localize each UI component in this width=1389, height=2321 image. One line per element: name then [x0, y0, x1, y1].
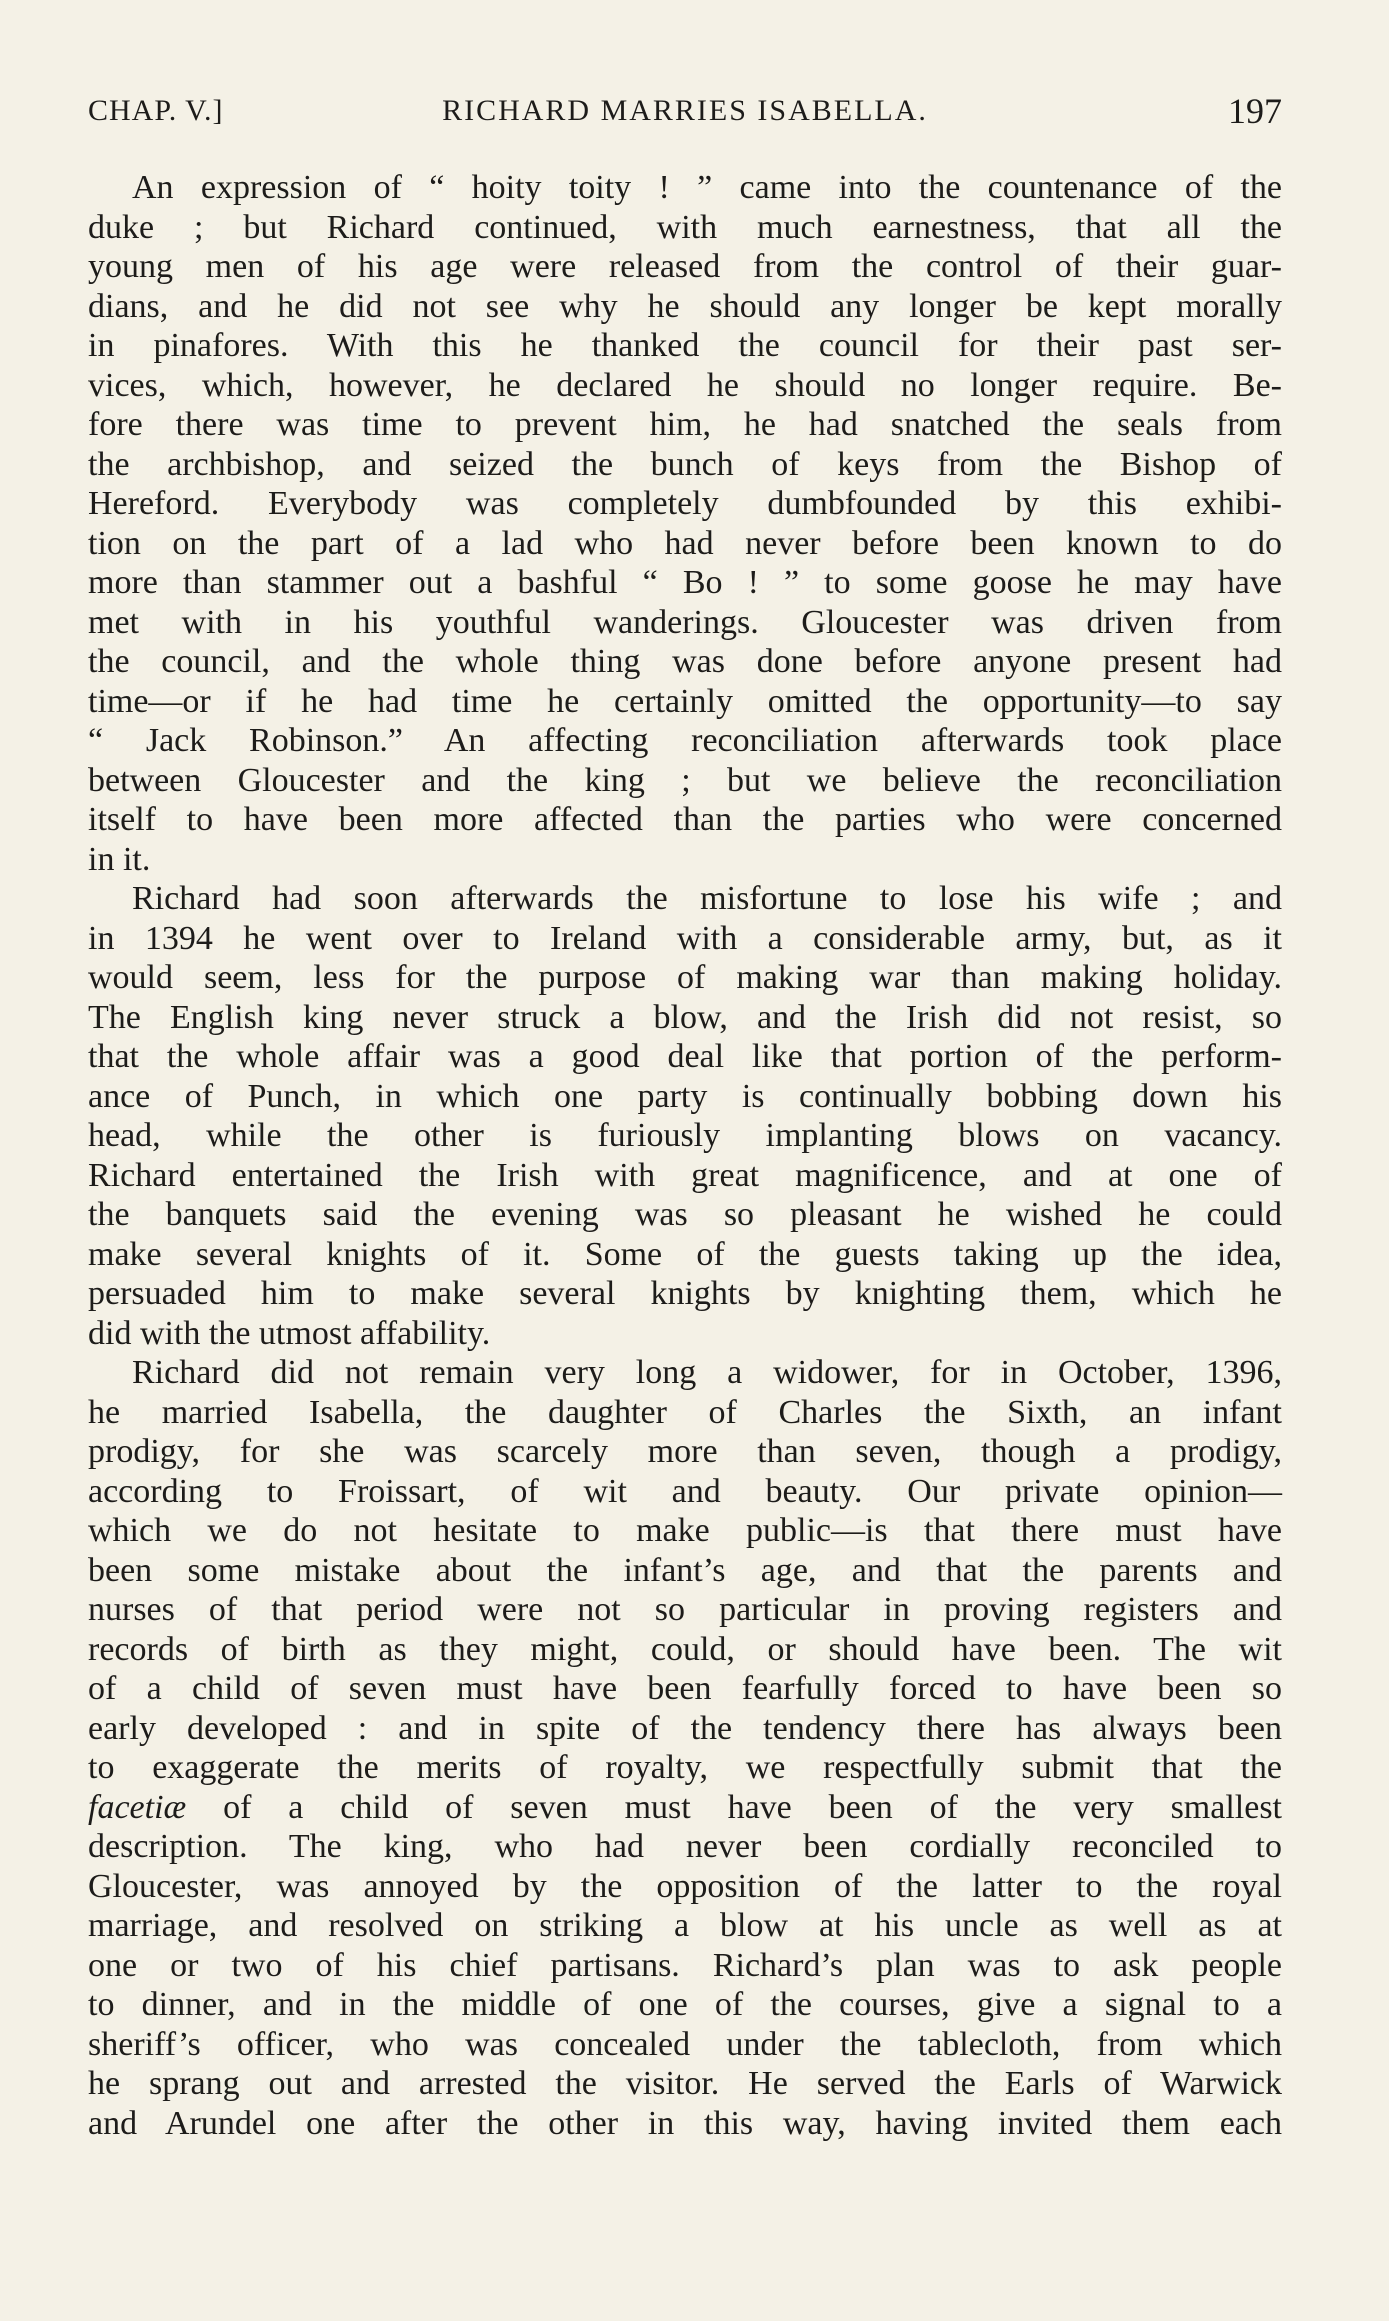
text-line: records of birth as they might, could, or should have been. The wit — [88, 1630, 1282, 1668]
chapter-label: CHAP. V.] — [88, 94, 224, 127]
text-line: marriage, and resolved on striking a blow at his uncle as well as at — [88, 1907, 1282, 1944]
text-line: description. The king, who had never been cordially reconciled to — [88, 1828, 1282, 1865]
text-line: sheriff’s officer, who was concealed under the tablecloth, from which — [88, 2025, 1282, 2063]
body-text — [88, 168, 1282, 2143]
text-line: he sprang out and arrested the visitor. He served the Earls of Warwick — [88, 2065, 1282, 2102]
text-line: “ Jack Robinson.” An affecting reconciliation afterwards took place — [88, 722, 1282, 759]
text-line: would seem, less for the purpose of making war than making holiday. — [88, 959, 1282, 996]
text-line: nurses of that period were not so particular in proving registers and — [88, 1591, 1282, 1628]
text-line: the council, and the whole thing was done before anyone present had — [88, 643, 1282, 680]
text-line: The English king never struck a blow, and the Irish did not resist, so — [88, 998, 1282, 1036]
text-line: An expression of “ hoity toity ! ” came into the countenance of the — [132, 169, 1282, 206]
text-line: in it. — [88, 840, 151, 878]
running-head — [88, 91, 1282, 144]
text-line: of a child of seven must have been fearfully forced to have been so — [88, 1670, 1282, 1707]
text-line: did with the utmost affability. — [88, 1314, 491, 1352]
running-title: RICHARD MARRIES ISABELLA. — [442, 94, 928, 127]
page-number: 197 — [1228, 91, 1282, 131]
text-line: in pinafores. With this he thanked the council for their past ser- — [88, 327, 1282, 364]
text-line: duke ; but Richard continued, with much earnestness, that all the — [88, 208, 1282, 246]
text-line: dians, and he did not see why he should any longer be kept morally — [88, 287, 1282, 325]
text-line: according to Froissart, of wit and beauty. Our private opinion— — [88, 1472, 1282, 1510]
text-line: in 1394 he went over to Ireland with a considerable army, but, as it — [88, 919, 1282, 957]
text-line: head, while the other is furiously implanting blows on vacancy. — [88, 1117, 1282, 1154]
text-line: ance of Punch, in which one party is continually bobbing down his — [88, 1077, 1282, 1115]
text-line: and Arundel one after the other in this way, having invited them each — [88, 2104, 1282, 2142]
text-line: the banquets said the evening was so pleasant he wished he could — [88, 1196, 1282, 1233]
text-line-with-italic — [88, 1788, 1282, 1828]
text-line: early developed : and in spite of the tendency there has always been — [88, 1709, 1282, 1747]
text-line: itself to have been more affected than the parties who were concerned — [88, 801, 1282, 838]
text-fragment: of a child of seven must have been of the very smallest — [223, 1788, 1282, 1826]
text-line: which we do not hesitate to make public—is that there must have — [88, 1512, 1282, 1549]
italic-word: facetiæ — [88, 1788, 187, 1826]
text-line: persuaded him to make several knights by knighting them, which he — [88, 1275, 1282, 1312]
text-line: been some mistake about the infant’s age, and that the parents and — [88, 1551, 1282, 1589]
text-line: to exaggerate the merits of royalty, we respectfully submit that the — [88, 1749, 1282, 1786]
text-line: to dinner, and in the middle of one of the courses, give a signal to a — [88, 1986, 1282, 2023]
text-line: Richard entertained the Irish with great magnificence, and at one of — [88, 1156, 1282, 1194]
text-line: fore there was time to prevent him, he had snatched the seals from — [88, 406, 1282, 443]
text-line: make several knights of it. Some of the guests taking up the idea, — [88, 1235, 1282, 1273]
text-line: Gloucester, was annoyed by the opposition of the latter to the royal — [88, 1867, 1282, 1905]
text-line: Richard did not remain very long a widower, for in October, 1396, — [132, 1354, 1282, 1391]
text-line: between Gloucester and the king ; but we believe the reconciliation — [88, 761, 1282, 799]
text-line: vices, which, however, he declared he should no longer require. Be- — [88, 366, 1282, 404]
text-line: young men of his age were released from the control of their guar- — [88, 248, 1282, 285]
text-line: Hereford. Everybody was completely dumbfounded by this exhibi- — [88, 485, 1282, 522]
text-line: the archbishop, and seized the bunch of keys from the Bishop of — [88, 445, 1282, 483]
text-line: prodigy, for she was scarcely more than seven, though a prodigy, — [88, 1433, 1282, 1470]
text-line: one or two of his chief partisans. Richard’s plan was to ask people — [88, 1946, 1282, 1984]
text-line: tion on the part of a lad who had never before been known to do — [88, 524, 1282, 562]
text-line: Richard had soon afterwards the misfortune to lose his wife ; and — [132, 880, 1282, 917]
text-line: he married Isabella, the daughter of Charles the Sixth, an infant — [88, 1393, 1282, 1431]
text-line: time—or if he had time he certainly omitted the opportunity—to say — [88, 682, 1282, 720]
text-line: met with in his youthful wanderings. Gloucester was driven from — [88, 603, 1282, 641]
text-line: more than stammer out a bashful “ Bo ! ” to some goose he may have — [88, 564, 1282, 601]
text-line: that the whole affair was a good deal like that portion of the perform- — [88, 1038, 1282, 1075]
